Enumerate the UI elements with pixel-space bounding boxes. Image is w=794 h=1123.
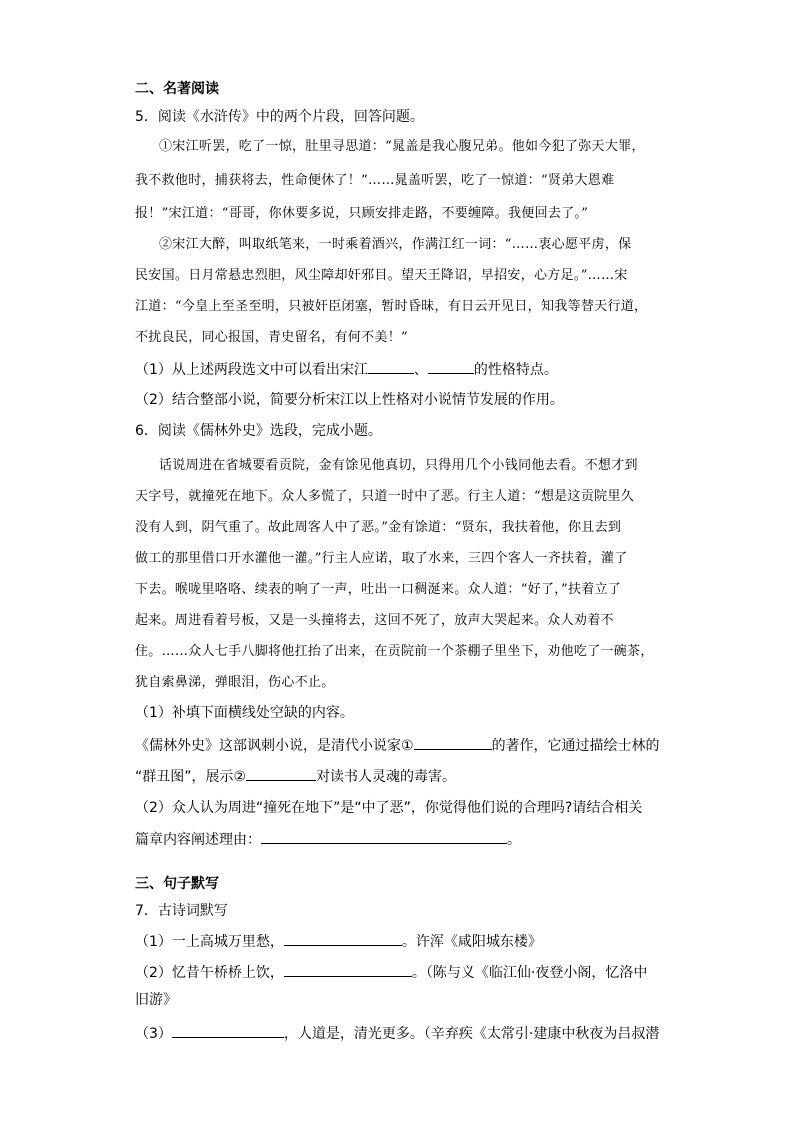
question-6-sub1: （1）补填下面横线处空缺的内容。 xyxy=(135,705,354,721)
question-6-stem: 6．阅读《儒林外史》选段，完成小题。 xyxy=(135,423,382,439)
passage-line: 没有人到，阴气重了。故此周客人中了恶。”金有馀道：“贤东，我扶着他，你且去到 xyxy=(135,520,622,535)
answer-blank[interactable] xyxy=(246,767,316,781)
question-6-sub2-answer-line xyxy=(135,830,521,849)
answer-blank[interactable] xyxy=(261,830,507,844)
sub1-prefix: （1）从上述两段选文中可以看出宋江 xyxy=(135,362,368,378)
question-7-line-2-cont: 旧游》 xyxy=(135,992,177,1008)
question-6-fill-line-1 xyxy=(135,736,660,755)
section-heading-dictation: 三、句子默写 xyxy=(135,876,219,892)
poem-source: ，人道是，清光更多。（辛弃疾《太常引·建康中秋夜为吕叔潜 xyxy=(283,1026,660,1042)
section-heading-reading: 二、名著阅读 xyxy=(135,81,219,97)
passage-line: 民安国。日月常悬忠烈胆，风尘障却奸邪目。望天王降诏，早招安，心方足。”……宋 xyxy=(135,268,628,283)
question-5-sub2: （2）结合整部小说，简要分析宋江以上性格对小说情节发展的作用。 xyxy=(135,392,564,408)
answer-blank[interactable] xyxy=(368,360,414,374)
passage-line: 江道：“今皇上至圣至明，只被奸臣闭塞，暂时昏昧，有日云开见日，知我等替天行道， xyxy=(135,299,648,314)
sub2-prefix: 篇章内容阐述理由： xyxy=(135,832,261,848)
answer-blank[interactable] xyxy=(284,932,402,946)
passage-line: 不扰良民，同心报国，青史留名，有何不美！” xyxy=(135,330,408,345)
fill-text: “群丑图”，展示② xyxy=(135,769,247,785)
sub2-end: 。 xyxy=(507,832,521,848)
fill-text: 《儒林外史》这部讽刺小说，是清代小说家① xyxy=(135,738,414,754)
passage-line: 做工的那里借口开水灌他一灌。”行主人应诺，取了水来，三四个客人一齐扶着，灌了 xyxy=(135,551,628,566)
answer-blank[interactable] xyxy=(172,1024,284,1038)
question-6-fill-line-2 xyxy=(135,767,456,786)
answer-blank[interactable] xyxy=(414,736,492,750)
question-7-line-1 xyxy=(135,932,542,951)
passage-line: 住。……众人七手八脚将他扛抬了出来，在贡院前一个茶棚子里坐下，劝他吃了一碗茶， xyxy=(135,644,654,659)
question-5-sub1 xyxy=(135,360,558,379)
passage-line: 犹自索鼻涕，弹眼泪，伤心不止。 xyxy=(135,675,335,690)
question-6-sub2: （2）众人认为周进“撞死在地下”是“中了恶”，你觉得他们说的合理吗?请结合相关 xyxy=(135,800,643,816)
passage-line: 下去。喉咙里咯咯、续表的响了一声，吐出一口稠涎来。众人道：“好了，”扶着立了 xyxy=(135,582,622,597)
poem-text: （1）一上高城万里愁， xyxy=(135,934,284,950)
poem-source: 。（陈与义《临江仙·夜登小阁，忆洛中 xyxy=(411,965,648,981)
poem-text: （2）忆昔午桥桥上饮， xyxy=(135,965,284,981)
answer-blank[interactable] xyxy=(284,963,412,977)
fill-text: 的著作，它通过描绘士林的 xyxy=(491,738,660,754)
answer-blank[interactable] xyxy=(428,360,474,374)
fill-text: 对读书人灵魂的毒害。 xyxy=(316,769,457,785)
poem-source: 。许浑《咸阳城东楼》 xyxy=(401,934,542,950)
sub1-suffix: 的性格特点。 xyxy=(473,362,558,378)
passage-line: 起来。周进看着号板，又是一头撞将去，这回不死了，放声大哭起来。众人劝着不 xyxy=(135,613,614,628)
passage-line: 报！”宋江道：“哥哥，你休要多说，只顾安排走路，不要缠障。我便回去了。” xyxy=(135,206,589,221)
passage-line: 话说周进在省城要看贡院，金有馀见他真切，只得用几个小钱同他去看。不想才到 xyxy=(159,458,638,473)
question-7-stem: 7．古诗词默写 xyxy=(135,903,228,919)
question-7-line-2 xyxy=(135,963,647,982)
passage-line: ①宋江听罢，吃了一惊，肚里寻思道：“晁盖是我心腹兄弟。他如今犯了弥天大罪， xyxy=(159,139,645,154)
passage-line: ②宋江大醉，叫取纸笔来，一时乘着酒兴，作满江红一词：“……衷心愿平虏，保 xyxy=(159,237,632,252)
poem-text: （3） xyxy=(135,1026,172,1042)
passage-line: 我不救他时，捕获将去，性命便休了！”……晁盖听罢，吃了一惊道：“贤弟大恩难 xyxy=(135,173,615,188)
sub1-sep: 、 xyxy=(413,362,428,378)
question-5-stem: 5．阅读《水浒传》中的两个片段，回答问题。 xyxy=(135,109,424,125)
passage-line: 天字号，就撞死在地下。众人多慌了，只道一时中了恶。行主人道：“想是这贡院里久 xyxy=(135,489,635,504)
question-7-line-3 xyxy=(135,1024,659,1043)
